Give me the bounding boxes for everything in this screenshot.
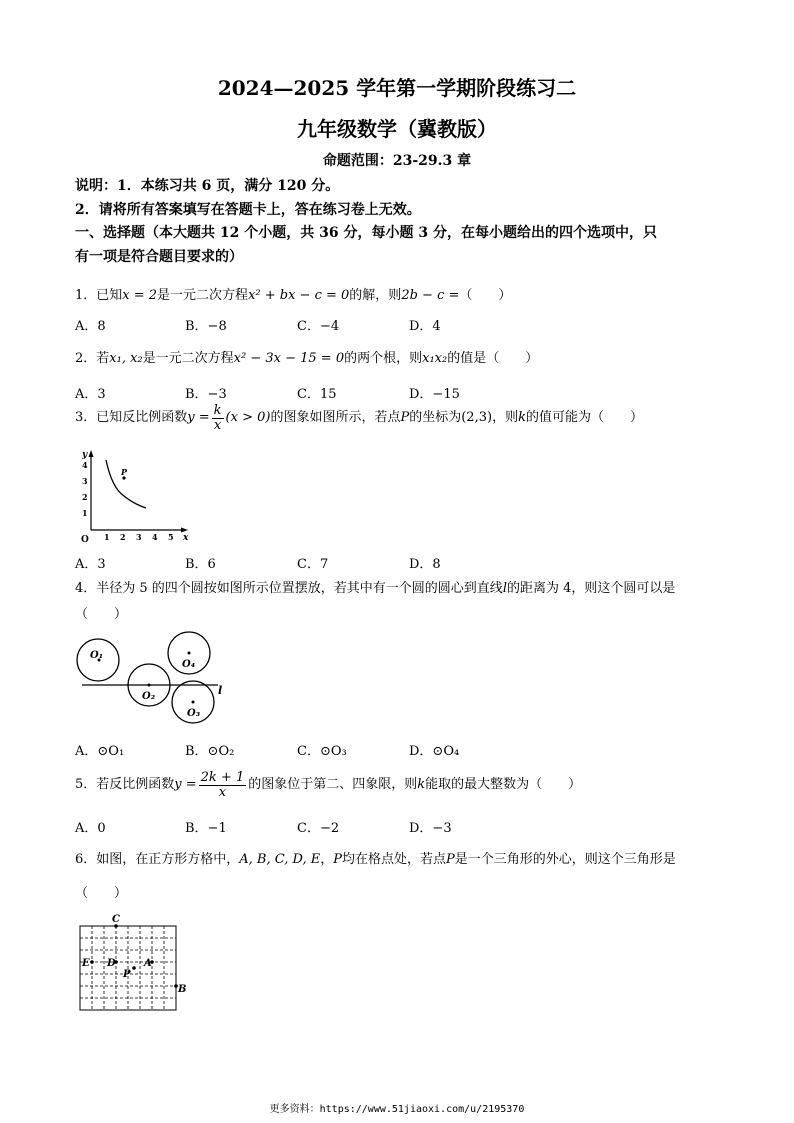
q6-label-c: C xyxy=(112,914,120,925)
exam-scope: 命题范围：23-29.3 章 xyxy=(322,153,472,169)
q4-center-o4 xyxy=(188,652,191,655)
q2-option-a[interactable]: A．3 xyxy=(75,387,106,402)
exam-title: 2024—2025 学年第一学期阶段练习二 xyxy=(217,76,577,100)
question-6-paren: （ ） xyxy=(75,886,128,901)
q3-y-tick-3: 3 xyxy=(82,476,88,486)
instruction-line-2: 2．请将所有答案填写在答题卡上，答在练习卷上无效。 xyxy=(75,202,421,218)
q6-label-b: B xyxy=(178,984,187,995)
q3-x-arrow xyxy=(181,528,188,533)
q5-option-c[interactable]: C．−2 xyxy=(297,821,340,836)
q1-option-d[interactable]: D．4 xyxy=(409,319,441,334)
q6-grid-figure xyxy=(74,910,194,1020)
q3-option-b[interactable]: B．6 xyxy=(185,557,216,572)
q4-option-c[interactable]: C．⊙O₃ xyxy=(297,744,347,759)
q3-y-tick-4: 4 xyxy=(82,460,88,470)
q3-x-label: x xyxy=(183,533,189,543)
question-6: 6．如图，在正方形方格中，A, B, C, D, E，P均在格点处，若点P是一个三角形的外心，则这个三角形是 xyxy=(75,852,676,867)
q1-option-a[interactable]: A．8 xyxy=(75,319,106,334)
question-4-paren: （ ） xyxy=(75,607,128,622)
q3-x-tick-5: 5 xyxy=(168,532,174,542)
q6-label-d: D xyxy=(107,958,116,969)
q4-option-b[interactable]: B．⊙O₂ xyxy=(185,744,235,759)
q4-option-d[interactable]: D．⊙O₄ xyxy=(409,744,460,759)
q4-label-o4: O₄ xyxy=(182,659,196,670)
q6-label-e: E xyxy=(82,958,90,969)
q6-label-a: A xyxy=(144,958,152,969)
q3-x-tick-4: 4 xyxy=(152,532,158,542)
q6-label-p: P xyxy=(123,969,131,980)
q6-point-p xyxy=(132,966,136,970)
q2-option-b[interactable]: B．−3 xyxy=(185,387,227,402)
exam-subtitle: 九年级数学（冀教版） xyxy=(297,117,497,141)
q1-option-b[interactable]: B．−8 xyxy=(185,319,227,334)
q4-label-o2: O₂ xyxy=(142,691,156,702)
question-4: 4．半径为 5 的四个圆按如图所示位置摆放，若其中有一个圆的圆心到直线l的距离为 4，则这个圆可以是 xyxy=(75,581,676,596)
q5-option-d[interactable]: D．−3 xyxy=(409,821,452,836)
q6-grid-lines xyxy=(80,926,176,1010)
q2-option-c[interactable]: C．15 xyxy=(297,387,337,402)
q3-option-d[interactable]: D．8 xyxy=(409,557,441,572)
q5-option-b[interactable]: B．−1 xyxy=(185,821,227,836)
q3-origin: O xyxy=(81,535,89,545)
question-1: 1．已知x = 2是一元二次方程x² + bx − c = 0的解，则2b − c =（ ） xyxy=(75,288,512,303)
q2-option-d[interactable]: D．−15 xyxy=(409,387,460,402)
q4-circles-figure xyxy=(72,628,232,724)
question-2: 2．若x₁, x₂是一元二次方程x² − 3x − 15 = 0的两个根，则x₁x₂的值是（ ） xyxy=(75,351,539,366)
q1-expression: 2b − c = xyxy=(401,288,460,303)
q2-equation: x² − 3x − 15 = 0 xyxy=(233,351,345,366)
q3-graph xyxy=(72,448,192,544)
q3-point-label: P xyxy=(121,467,128,477)
section-heading-line-2: 有一项是符合题目要求的） xyxy=(75,249,243,265)
q1-equation: x² + bx − c = 0 xyxy=(248,288,350,303)
q3-y-arrow xyxy=(89,450,94,457)
q4-label-o3: O₃ xyxy=(187,708,201,719)
instruction-line-1: 说明：1．本练习共 6 页，满分 120 分。 xyxy=(75,178,340,194)
q3-y-tick-1: 1 xyxy=(82,508,88,518)
q3-fraction: $\frac{k}{x}$ xyxy=(213,403,222,433)
q3-x-tick-1: 1 xyxy=(104,532,110,542)
q3-y-tick-2: 2 xyxy=(82,492,88,502)
section-heading-line-1: 一、选择题（本大题共 12 个小题，共 36 分，每小题 3 分，在每小题给出的四个选项中，只 xyxy=(75,225,657,241)
q1-eq-x: x = 2 xyxy=(122,288,158,303)
q4-line-label: l xyxy=(218,684,223,697)
question-3: 3．已知反比例函数y = $\frac{k}{x}$ (x > 0)的图象如图所示，若点P的坐标为(2,3)，则k的值可能为（ ） xyxy=(75,403,643,433)
q4-center-o2 xyxy=(148,684,151,687)
q5-fraction: $\frac{2k + 1}{x}$ xyxy=(200,770,245,800)
q5-option-a[interactable]: A．0 xyxy=(75,821,106,836)
q3-y-label: y xyxy=(82,450,88,460)
q3-option-c[interactable]: C．7 xyxy=(297,557,329,572)
q3-x-tick-2: 2 xyxy=(120,532,126,542)
footer-link[interactable]: 更多资料：https://www.51jiaoxi.com/u/2195370 xyxy=(269,1104,525,1115)
q3-option-a[interactable]: A．3 xyxy=(75,557,106,572)
q6-point-e xyxy=(90,960,94,964)
q3-x-tick-3: 3 xyxy=(136,532,142,542)
q4-center-o3 xyxy=(192,701,195,704)
q1-option-c[interactable]: C．−4 xyxy=(297,319,340,334)
q4-option-a[interactable]: A．⊙O₁ xyxy=(75,744,125,759)
question-5: 5．若反比例函数y = $\frac{2k + 1}{x}$ 的图象位于第二、四象限，则k能取的最大整数为（ ） xyxy=(75,770,582,800)
q4-label-o1: O₁ xyxy=(90,650,104,661)
